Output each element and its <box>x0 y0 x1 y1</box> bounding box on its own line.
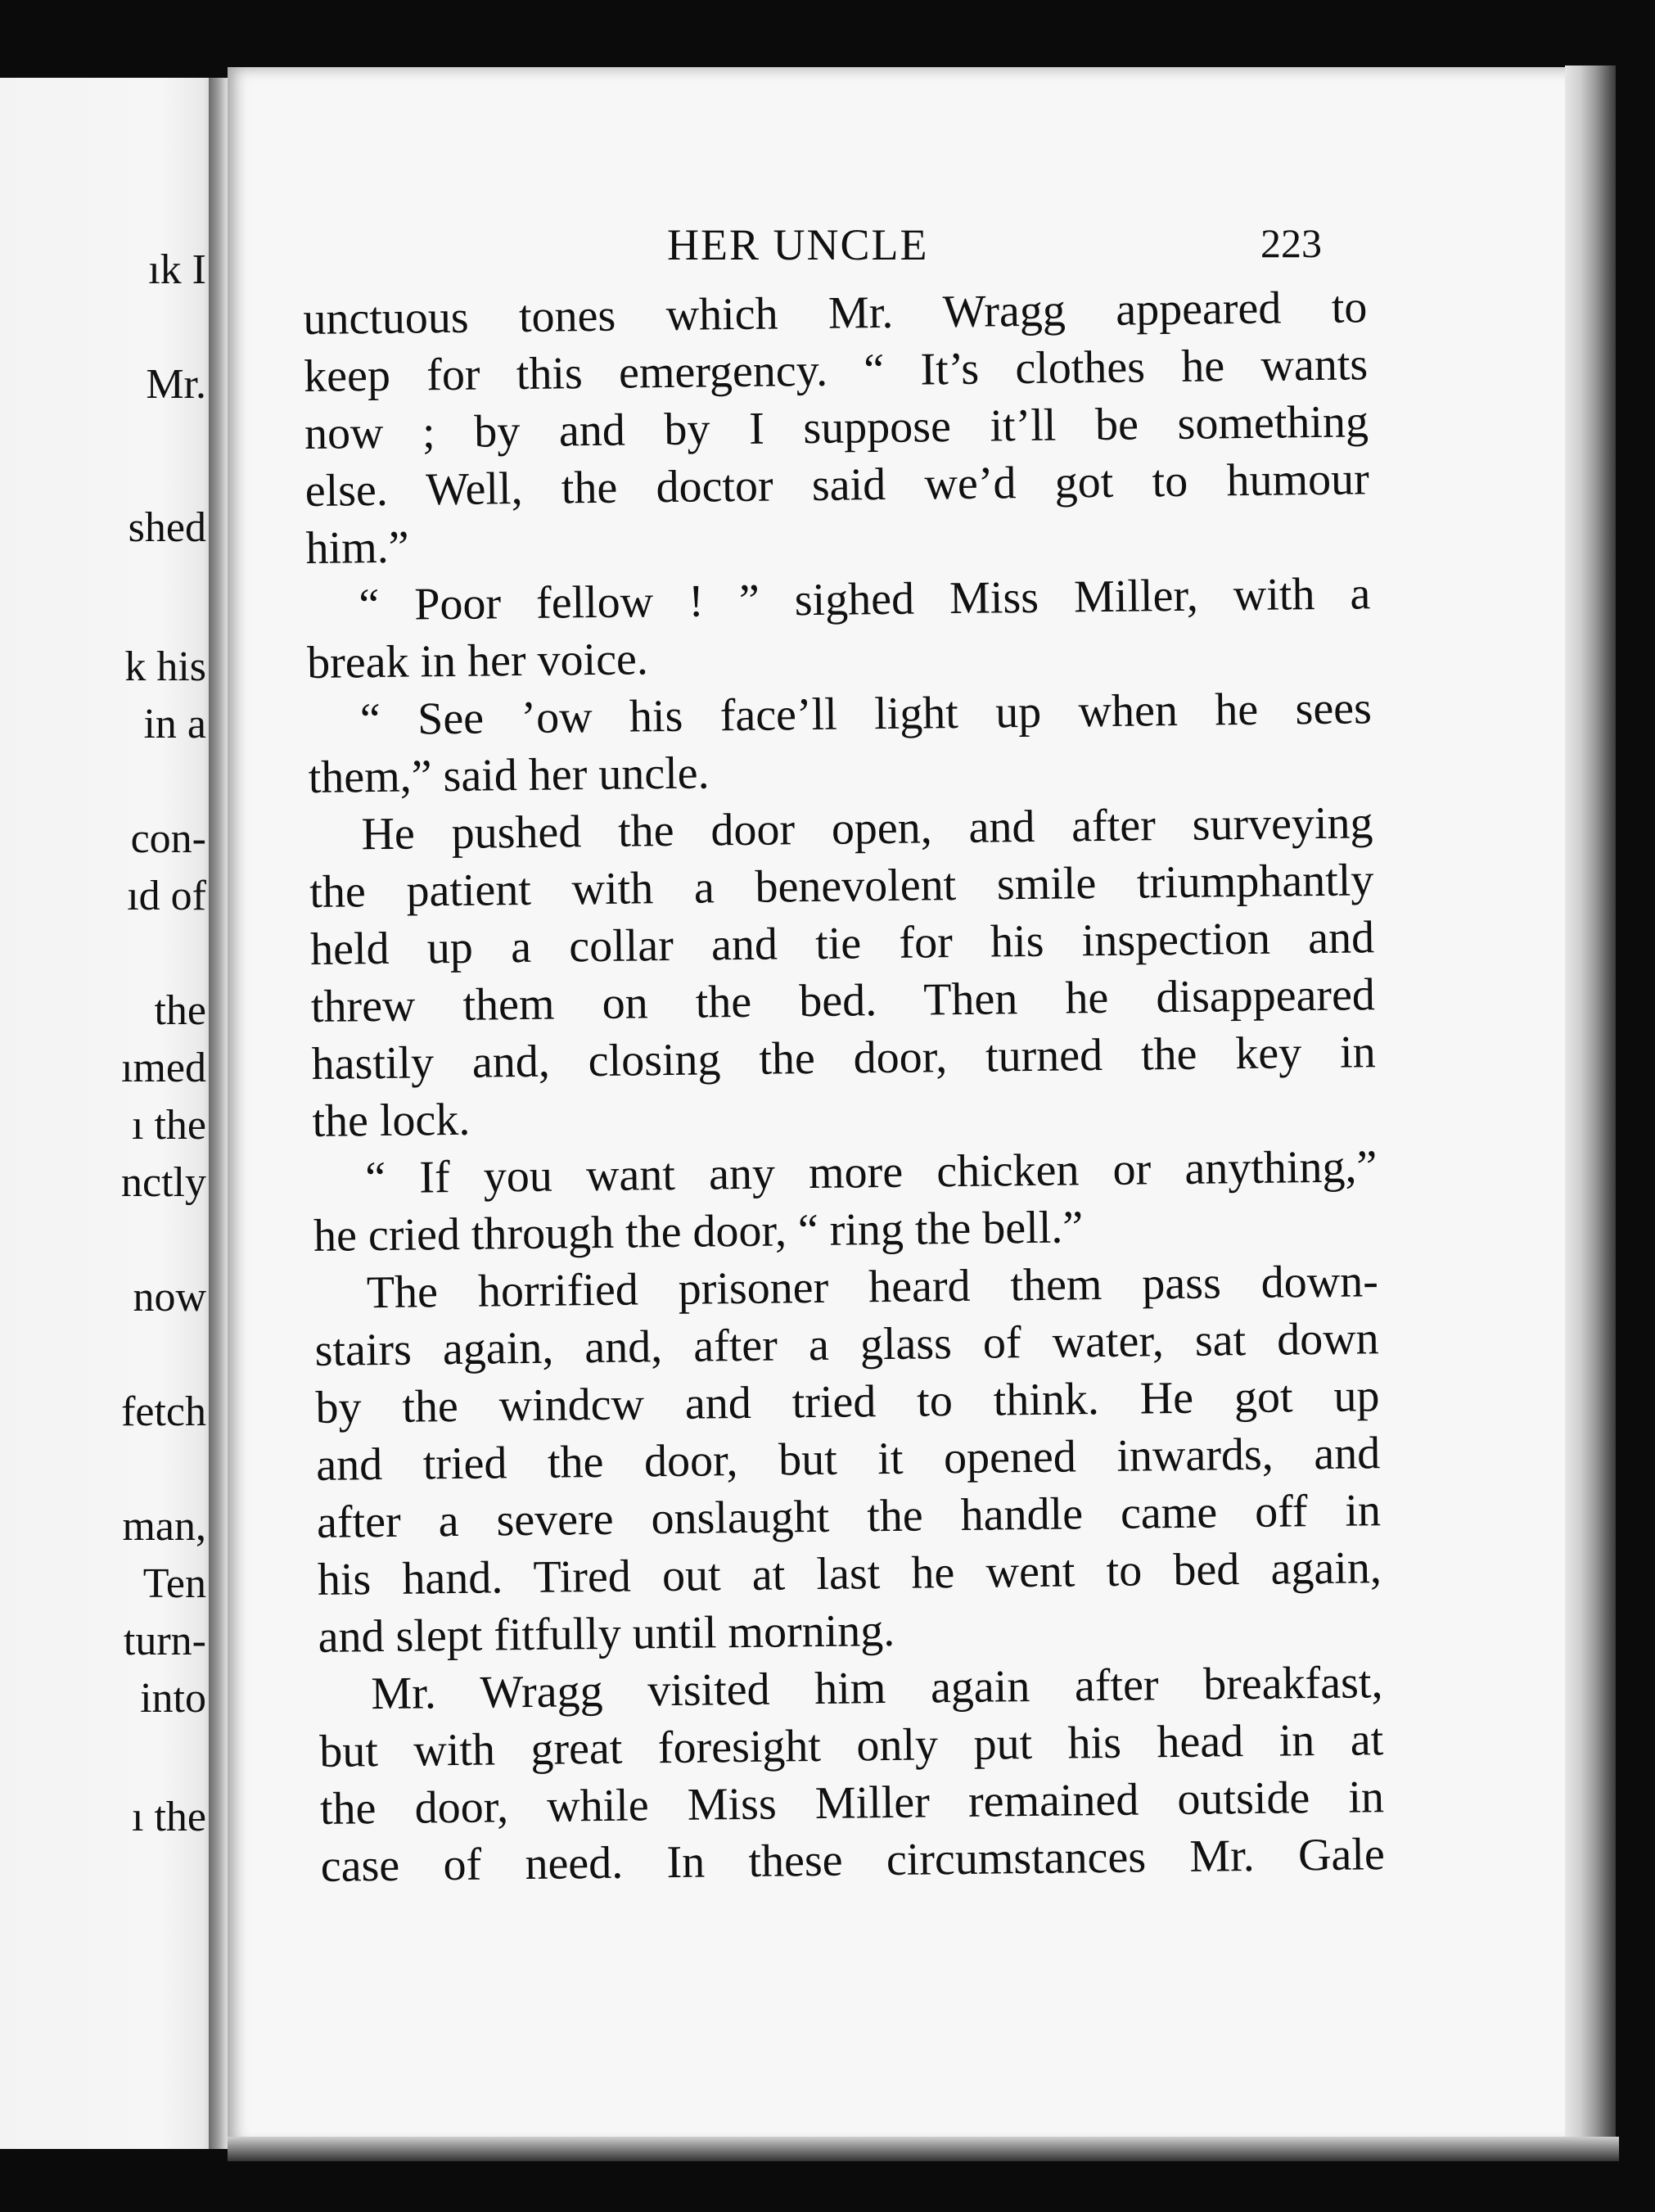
left-page-fragment: into <box>140 1675 206 1722</box>
text-line: and slept fitfully until morning. <box>318 1605 895 1663</box>
text-line: him.” <box>305 521 409 574</box>
text-line: “ If you want any more chicken or anything,” <box>364 1141 1378 1204</box>
left-page-fragment: now <box>133 1274 206 1320</box>
text-line: but with great foresight only put his head in at <box>318 1714 1384 1777</box>
text-line: threw them on the bed. Then he disappeared <box>310 969 1376 1032</box>
page-number: 223 <box>1260 220 1322 266</box>
left-page-fragment: fetch <box>121 1388 206 1435</box>
left-page-fragment: ı the <box>132 1794 206 1840</box>
text-line: them,” said her uncle. <box>308 747 710 803</box>
running-head: HER UNCLE <box>667 220 929 269</box>
left-page-fragment: turn- <box>123 1618 206 1664</box>
left-page-fragment: con- <box>130 815 206 862</box>
text-line: he cried through the door, “ ring the bell.” <box>313 1202 1084 1262</box>
left-page-fragment: Mr. <box>146 361 206 408</box>
left-page-fragment: ımed <box>121 1045 206 1091</box>
page-edge-shadow <box>1565 65 1616 2153</box>
text-line: the patient with a benevolent smile triumphantly <box>309 855 1374 918</box>
text-line: “ Poor fellow ! ” sighed Miss Miller, with a <box>359 568 1371 631</box>
left-page-fragment: ı the <box>132 1102 206 1149</box>
text-line: “ See ’ow his face’ll light up when he sees <box>359 683 1373 746</box>
left-page-fragment: shed <box>128 504 206 551</box>
left-page-text-fragments <box>0 78 231 2149</box>
text-line: case of need. In these circumstances Mr. Gale <box>320 1829 1386 1892</box>
text-line: now ; by and by I suppose it’ll be something <box>304 396 1369 459</box>
text-line: unctuous tones which Mr. Wragg appeared to <box>303 282 1368 345</box>
text-line: break in her voice. <box>306 634 649 688</box>
left-page <box>0 78 231 2149</box>
left-page-fragment: ık I <box>148 246 206 293</box>
text-line: keep for this emergency. “ It’s clothes he wants <box>303 339 1369 402</box>
left-page-fragment: ıd of <box>127 873 206 919</box>
text-line: The horrified prisoner heard them pass down- <box>366 1256 1379 1319</box>
left-page-fragment: k his <box>124 643 206 690</box>
left-page-fragment: the <box>154 987 206 1034</box>
left-page-fragment: in a <box>143 701 206 747</box>
text-line: after a severe onslaught the handle came off in <box>316 1485 1382 1548</box>
text-line: stairs again, and, after a glass of water, sat down <box>314 1313 1379 1376</box>
text-line: else. Well, the doctor said we’d got to humour <box>304 454 1370 517</box>
left-page-fragment: Ten <box>142 1560 206 1607</box>
text-line: held up a collar and tie for his inspection and <box>309 912 1375 975</box>
text-line: He pushed the door open, and after surveying <box>361 797 1373 860</box>
left-page-fragment: man, <box>122 1503 206 1550</box>
text-line: Mr. Wragg visited him again after breakfast, <box>371 1657 1383 1720</box>
text-line: and tried the door, but it opened inwards, and <box>315 1428 1381 1491</box>
body-text <box>303 278 1385 1895</box>
left-page-fragment: nctly <box>121 1159 206 1206</box>
text-line: the lock. <box>312 1094 471 1147</box>
text-line: his hand. Tired out at last he went to bed again, <box>317 1542 1382 1605</box>
page-bottom-edge <box>228 2137 1619 2161</box>
text-line: hastily and, closing the door, turned the key in <box>311 1027 1376 1090</box>
text-line: by the windcw and tried to think. He got up <box>315 1370 1380 1433</box>
text-line: the door, while Miss Miller remained outside in <box>319 1772 1385 1835</box>
